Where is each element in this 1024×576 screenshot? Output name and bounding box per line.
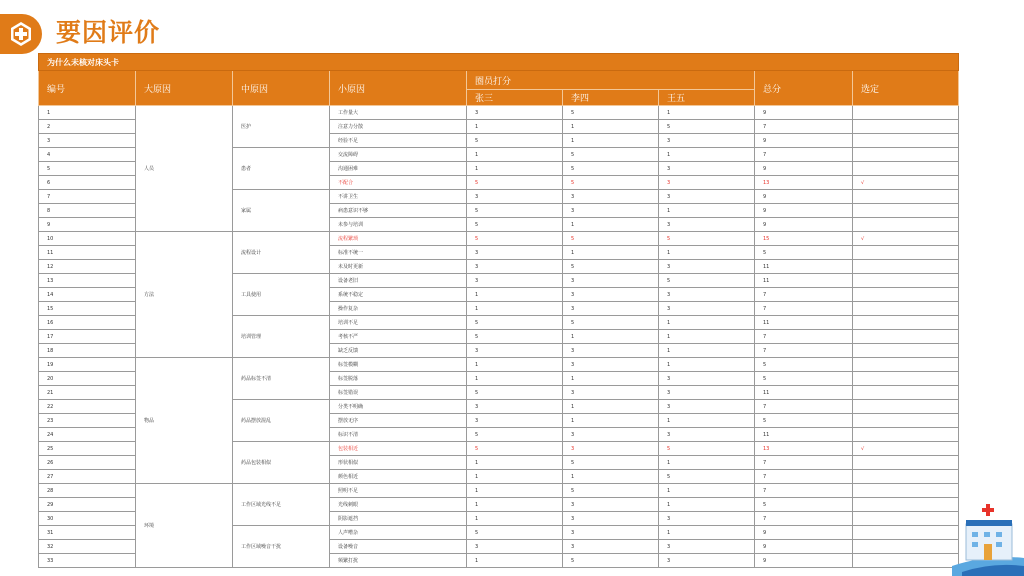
- header-member-scores: 圈员打分: [467, 71, 755, 90]
- table-caption: 为什么未核对床头卡: [39, 54, 959, 71]
- total-score-cell: 5: [755, 498, 853, 512]
- score-cell: 3: [563, 386, 659, 400]
- score-cell: 3: [659, 162, 755, 176]
- header-member: 王五: [659, 90, 755, 106]
- minor-cause-cell: 交流障碍: [330, 148, 467, 162]
- selected-cell: [853, 484, 959, 498]
- score-cell: 3: [563, 344, 659, 358]
- score-cell: 5: [467, 204, 563, 218]
- minor-cause-cell: 频繁打扰: [330, 554, 467, 568]
- score-cell: 1: [467, 302, 563, 316]
- row-number-cell: 28: [39, 484, 136, 498]
- selected-cell: √: [853, 442, 959, 456]
- score-cell: 1: [467, 148, 563, 162]
- score-cell: 5: [563, 232, 659, 246]
- row-number-cell: 20: [39, 372, 136, 386]
- row-number-cell: 21: [39, 386, 136, 400]
- row-number-cell: 14: [39, 288, 136, 302]
- selected-cell: [853, 526, 959, 540]
- score-cell: 3: [467, 540, 563, 554]
- score-cell: 1: [563, 330, 659, 344]
- score-cell: 3: [563, 288, 659, 302]
- row-number-cell: 32: [39, 540, 136, 554]
- row-number-cell: 33: [39, 554, 136, 568]
- total-score-cell: 7: [755, 512, 853, 526]
- minor-cause-cell: 培训不足: [330, 316, 467, 330]
- row-number-cell: 30: [39, 512, 136, 526]
- score-cell: 3: [467, 260, 563, 274]
- total-score-cell: 9: [755, 540, 853, 554]
- total-score-cell: 9: [755, 554, 853, 568]
- middle-cause-cell: 工作区域光线不足: [233, 484, 330, 526]
- score-cell: 5: [563, 162, 659, 176]
- row-number-cell: 24: [39, 428, 136, 442]
- minor-cause-cell: 颜色相近: [330, 470, 467, 484]
- minor-cause-cell: 沟通困难: [330, 162, 467, 176]
- score-cell: 3: [659, 512, 755, 526]
- score-cell: 1: [563, 372, 659, 386]
- total-score-cell: 15: [755, 232, 853, 246]
- middle-cause-cell: 工作区域噪音干扰: [233, 526, 330, 568]
- header-no: 编号: [39, 71, 136, 106]
- selected-cell: [853, 372, 959, 386]
- score-cell: 3: [659, 260, 755, 274]
- minor-cause-cell: 标识不清: [330, 428, 467, 442]
- row-number-cell: 3: [39, 134, 136, 148]
- minor-cause-cell: 注意力分散: [330, 120, 467, 134]
- score-cell: 1: [659, 204, 755, 218]
- score-cell: 5: [563, 554, 659, 568]
- score-cell: 5: [659, 120, 755, 134]
- score-cell: 1: [659, 316, 755, 330]
- header-selected: 选定: [853, 71, 959, 106]
- row-number-cell: 9: [39, 218, 136, 232]
- score-cell: 3: [467, 414, 563, 428]
- major-cause-cell: 环境: [136, 484, 233, 568]
- total-score-cell: 7: [755, 484, 853, 498]
- selected-cell: [853, 554, 959, 568]
- selected-cell: [853, 540, 959, 554]
- score-cell: 1: [659, 358, 755, 372]
- row-number-cell: 12: [39, 260, 136, 274]
- score-cell: 5: [659, 232, 755, 246]
- selected-cell: √: [853, 232, 959, 246]
- minor-cause-cell: 未及时更新: [330, 260, 467, 274]
- score-cell: 5: [659, 442, 755, 456]
- score-cell: 3: [563, 428, 659, 442]
- score-cell: 3: [659, 288, 755, 302]
- score-cell: 5: [467, 442, 563, 456]
- header-total: 总分: [755, 71, 853, 106]
- score-cell: 1: [563, 400, 659, 414]
- score-cell: 3: [659, 554, 755, 568]
- major-cause-cell: 人员: [136, 106, 233, 232]
- total-score-cell: 11: [755, 260, 853, 274]
- minor-cause-cell: 人声嘈杂: [330, 526, 467, 540]
- score-cell: 1: [467, 358, 563, 372]
- minor-cause-cell: 不讲卫生: [330, 190, 467, 204]
- score-cell: 3: [563, 204, 659, 218]
- score-cell: 1: [563, 470, 659, 484]
- score-cell: 1: [563, 246, 659, 260]
- score-cell: 3: [659, 400, 755, 414]
- row-number-cell: 16: [39, 316, 136, 330]
- score-cell: 1: [659, 456, 755, 470]
- score-cell: 3: [563, 526, 659, 540]
- table-row: [39, 232, 959, 246]
- score-cell: 3: [467, 190, 563, 204]
- major-cause-cell: 方法: [136, 232, 233, 358]
- minor-cause-cell: 形状相似: [330, 456, 467, 470]
- row-number-cell: 8: [39, 204, 136, 218]
- score-cell: 5: [563, 176, 659, 190]
- score-cell: 1: [563, 414, 659, 428]
- row-number-cell: 23: [39, 414, 136, 428]
- score-cell: 1: [659, 498, 755, 512]
- total-score-cell: 9: [755, 190, 853, 204]
- total-score-cell: 9: [755, 106, 853, 120]
- row-number-cell: 17: [39, 330, 136, 344]
- row-number-cell: 25: [39, 442, 136, 456]
- selected-cell: [853, 386, 959, 400]
- score-cell: 1: [659, 246, 755, 260]
- selected-cell: [853, 134, 959, 148]
- minor-cause-cell: 标签模糊: [330, 358, 467, 372]
- score-cell: 1: [659, 106, 755, 120]
- total-score-cell: 13: [755, 442, 853, 456]
- total-score-cell: 9: [755, 526, 853, 540]
- row-number-cell: 29: [39, 498, 136, 512]
- score-cell: 5: [563, 316, 659, 330]
- score-cell: 3: [563, 358, 659, 372]
- total-score-cell: 7: [755, 456, 853, 470]
- table-row: [39, 106, 959, 120]
- score-cell: 5: [659, 274, 755, 288]
- score-cell: 3: [563, 442, 659, 456]
- hospital-building-icon: [952, 496, 1024, 576]
- minor-cause-cell: 设备老旧: [330, 274, 467, 288]
- row-number-cell: 4: [39, 148, 136, 162]
- selected-cell: [853, 470, 959, 484]
- score-cell: 5: [467, 134, 563, 148]
- middle-cause-cell: 工具使用: [233, 274, 330, 316]
- total-score-cell: 5: [755, 358, 853, 372]
- score-cell: 1: [467, 372, 563, 386]
- score-cell: 3: [659, 372, 755, 386]
- major-cause-cell: 物品: [136, 358, 233, 484]
- score-cell: 3: [659, 134, 755, 148]
- selected-cell: [853, 288, 959, 302]
- total-score-cell: 5: [755, 246, 853, 260]
- score-cell: 3: [467, 246, 563, 260]
- score-cell: 5: [467, 218, 563, 232]
- row-number-cell: 15: [39, 302, 136, 316]
- row-number-cell: 6: [39, 176, 136, 190]
- row-number-cell: 13: [39, 274, 136, 288]
- score-cell: 1: [659, 344, 755, 358]
- selected-cell: [853, 274, 959, 288]
- minor-cause-cell: 操作复杂: [330, 302, 467, 316]
- row-number-cell: 19: [39, 358, 136, 372]
- score-cell: 3: [563, 274, 659, 288]
- score-cell: 3: [659, 302, 755, 316]
- minor-cause-cell: 摆放无序: [330, 414, 467, 428]
- selected-cell: [853, 218, 959, 232]
- middle-cause-cell: 药品标签不清: [233, 358, 330, 400]
- minor-cause-cell: 包装相近: [330, 442, 467, 456]
- row-number-cell: 27: [39, 470, 136, 484]
- total-score-cell: 7: [755, 330, 853, 344]
- score-cell: 5: [467, 386, 563, 400]
- score-cell: 5: [467, 330, 563, 344]
- header-member: 张三: [467, 90, 563, 106]
- selected-cell: [853, 190, 959, 204]
- total-score-cell: 7: [755, 400, 853, 414]
- score-cell: 1: [467, 120, 563, 134]
- score-cell: 3: [563, 540, 659, 554]
- selected-cell: [853, 400, 959, 414]
- score-cell: 5: [467, 232, 563, 246]
- selected-cell: [853, 498, 959, 512]
- score-cell: 5: [563, 484, 659, 498]
- score-cell: 5: [467, 316, 563, 330]
- middle-cause-cell: 流程设计: [233, 232, 330, 274]
- score-cell: 1: [659, 414, 755, 428]
- total-score-cell: 9: [755, 134, 853, 148]
- score-cell: 1: [467, 554, 563, 568]
- selected-cell: [853, 344, 959, 358]
- score-cell: 5: [467, 428, 563, 442]
- score-cell: 5: [563, 148, 659, 162]
- total-score-cell: 7: [755, 344, 853, 358]
- score-cell: 5: [563, 456, 659, 470]
- minor-cause-cell: 标签脱落: [330, 372, 467, 386]
- total-score-cell: 9: [755, 218, 853, 232]
- middle-cause-cell: 家属: [233, 190, 330, 232]
- selected-cell: [853, 106, 959, 120]
- minor-cause-cell: 分类不明确: [330, 400, 467, 414]
- score-cell: 1: [563, 120, 659, 134]
- row-number-cell: 7: [39, 190, 136, 204]
- row-number-cell: 31: [39, 526, 136, 540]
- row-number-cell: 26: [39, 456, 136, 470]
- minor-cause-cell: 工作量大: [330, 106, 467, 120]
- total-score-cell: 9: [755, 204, 853, 218]
- score-cell: 1: [467, 456, 563, 470]
- selected-cell: [853, 456, 959, 470]
- minor-cause-cell: 缺乏反馈: [330, 344, 467, 358]
- selected-cell: [853, 246, 959, 260]
- minor-cause-cell: 流程繁琐: [330, 232, 467, 246]
- total-score-cell: 11: [755, 316, 853, 330]
- row-number-cell: 10: [39, 232, 136, 246]
- score-cell: 3: [467, 106, 563, 120]
- score-cell: 1: [467, 512, 563, 526]
- total-score-cell: 11: [755, 428, 853, 442]
- score-cell: 1: [467, 470, 563, 484]
- minor-cause-cell: 设备噪音: [330, 540, 467, 554]
- row-number-cell: 22: [39, 400, 136, 414]
- table-row: [39, 358, 959, 372]
- selected-cell: [853, 260, 959, 274]
- cross-badge-icon: [0, 14, 42, 54]
- score-cell: 3: [659, 540, 755, 554]
- minor-cause-cell: 考核不严: [330, 330, 467, 344]
- middle-cause-cell: 医护: [233, 106, 330, 148]
- score-cell: 3: [659, 386, 755, 400]
- minor-cause-cell: 光线刺眼: [330, 498, 467, 512]
- selected-cell: [853, 316, 959, 330]
- factor-evaluation-table: [38, 53, 959, 568]
- middle-cause-cell: 培训管理: [233, 316, 330, 358]
- score-cell: 3: [563, 512, 659, 526]
- score-cell: 3: [563, 302, 659, 316]
- row-number-cell: 18: [39, 344, 136, 358]
- row-number-cell: 11: [39, 246, 136, 260]
- total-score-cell: 5: [755, 372, 853, 386]
- score-cell: 3: [467, 274, 563, 288]
- minor-cause-cell: 病患意识不够: [330, 204, 467, 218]
- selected-cell: [853, 148, 959, 162]
- minor-cause-cell: 未参与培训: [330, 218, 467, 232]
- middle-cause-cell: 患者: [233, 148, 330, 190]
- minor-cause-cell: 标准不统一: [330, 246, 467, 260]
- score-cell: 1: [467, 498, 563, 512]
- selected-cell: [853, 428, 959, 442]
- score-cell: 1: [467, 162, 563, 176]
- minor-cause-cell: 阴影遮挡: [330, 512, 467, 526]
- score-cell: 5: [467, 176, 563, 190]
- total-score-cell: 11: [755, 386, 853, 400]
- selected-cell: [853, 204, 959, 218]
- selected-cell: √: [853, 176, 959, 190]
- score-cell: 3: [659, 428, 755, 442]
- score-cell: 1: [563, 134, 659, 148]
- factor-evaluation-table-wrap: [38, 53, 958, 568]
- total-score-cell: 7: [755, 288, 853, 302]
- score-cell: 3: [659, 218, 755, 232]
- minor-cause-cell: 标签错误: [330, 386, 467, 400]
- score-cell: 1: [659, 484, 755, 498]
- header-middle-cause: 中原因: [233, 71, 330, 106]
- total-score-cell: 13: [755, 176, 853, 190]
- row-number-cell: 2: [39, 120, 136, 134]
- minor-cause-cell: 系统不稳定: [330, 288, 467, 302]
- score-cell: 3: [563, 498, 659, 512]
- score-cell: 1: [467, 288, 563, 302]
- score-cell: 3: [659, 176, 755, 190]
- total-score-cell: 5: [755, 414, 853, 428]
- minor-cause-cell: 经验不足: [330, 134, 467, 148]
- score-cell: 3: [563, 190, 659, 204]
- total-score-cell: 9: [755, 162, 853, 176]
- score-cell: 1: [659, 148, 755, 162]
- score-cell: 3: [659, 190, 755, 204]
- score-cell: 5: [563, 106, 659, 120]
- header-major-cause: 大原因: [136, 71, 233, 106]
- selected-cell: [853, 330, 959, 344]
- score-cell: 1: [467, 484, 563, 498]
- total-score-cell: 7: [755, 148, 853, 162]
- score-cell: 3: [467, 344, 563, 358]
- total-score-cell: 7: [755, 302, 853, 316]
- header-member: 李四: [563, 90, 659, 106]
- score-cell: 5: [467, 526, 563, 540]
- score-cell: 3: [467, 400, 563, 414]
- row-number-cell: 5: [39, 162, 136, 176]
- row-number-cell: 1: [39, 106, 136, 120]
- table-row: [39, 484, 959, 498]
- score-cell: 1: [563, 218, 659, 232]
- middle-cause-cell: 药品包装相似: [233, 442, 330, 484]
- selected-cell: [853, 302, 959, 316]
- total-score-cell: 11: [755, 274, 853, 288]
- selected-cell: [853, 162, 959, 176]
- header-minor-cause: 小原因: [330, 71, 467, 106]
- selected-cell: [853, 358, 959, 372]
- score-cell: 5: [563, 260, 659, 274]
- total-score-cell: 7: [755, 470, 853, 484]
- page-title: 要因评价: [56, 18, 161, 47]
- score-cell: 1: [659, 526, 755, 540]
- middle-cause-cell: 药品摆放混乱: [233, 400, 330, 442]
- score-cell: 5: [659, 470, 755, 484]
- selected-cell: [853, 414, 959, 428]
- minor-cause-cell: 不配合: [330, 176, 467, 190]
- minor-cause-cell: 照明不足: [330, 484, 467, 498]
- selected-cell: [853, 120, 959, 134]
- selected-cell: [853, 512, 959, 526]
- total-score-cell: 7: [755, 120, 853, 134]
- score-cell: 1: [659, 330, 755, 344]
